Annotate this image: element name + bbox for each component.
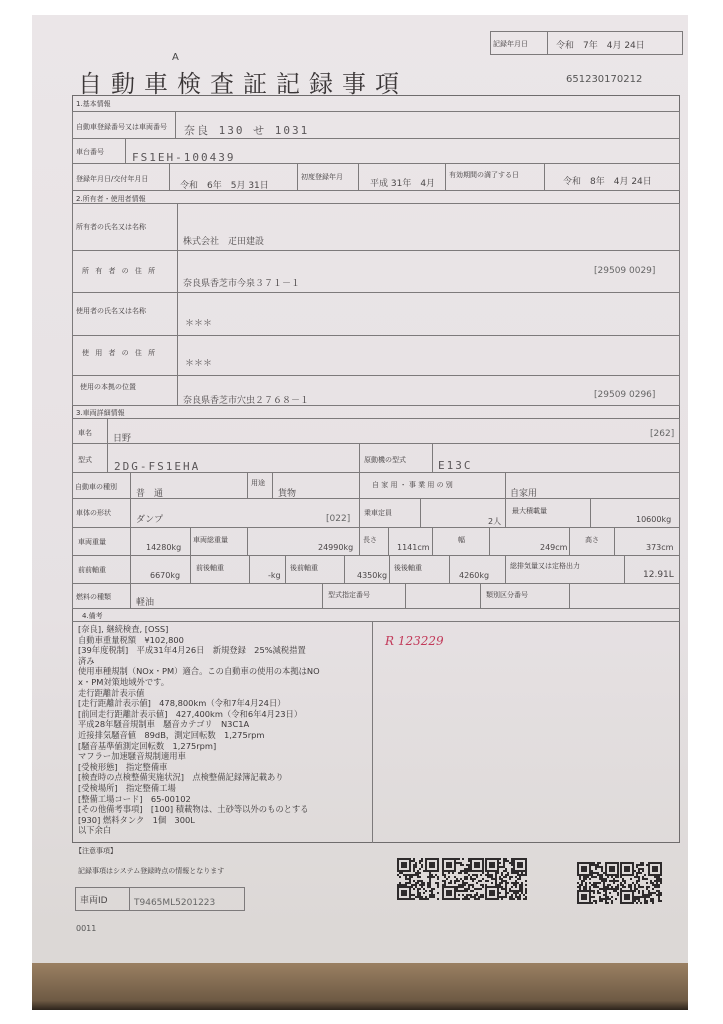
rear-front-axle: 4350kg (357, 571, 388, 580)
reg-date: 令和 6年 5月 31日 (180, 181, 269, 191)
remarks-text (78, 624, 320, 836)
owner-code: [29509 0029] (594, 266, 656, 276)
length-label: 長さ (363, 536, 377, 544)
remarks-line: [その他備考事項] [100] 積載物は、土砂等以外のものとする (78, 804, 309, 815)
remarks-line: [39年度税制] 平成31年4月26日 新規登録 25%減税措置 (78, 645, 306, 656)
background-surface (32, 963, 688, 1010)
section-4-title: 4.備考 (82, 612, 103, 620)
type-number-label: 型式指定番号 (328, 591, 370, 599)
owner-address-label: 所 有 者 の 住 所 (82, 267, 158, 275)
qr-code-4 (577, 862, 619, 904)
engine-model: E13C (438, 459, 473, 472)
first-reg: 平成 31年 4月 (370, 179, 436, 189)
chassis-label: 車台番号 (76, 148, 104, 156)
use-label: 用途 (251, 479, 265, 487)
section-1-title: 1.基本情報 (76, 100, 111, 108)
reg-label: 自動車登録番号又は車両番号 (76, 123, 167, 131)
qr-code-3 (485, 858, 527, 900)
qr-code-1 (397, 858, 439, 900)
model-label: 型式 (78, 456, 92, 464)
remarks-line: [整備工場コード] 65-00102 (78, 793, 191, 804)
user-address: ＊＊＊ (185, 359, 213, 369)
remarks-line: [走行距離計表示値] 478,800km（令和7年4月24日） (78, 698, 286, 709)
qr-code-2 (442, 858, 484, 900)
vehicle-id: T9465ML5201223 (134, 898, 216, 908)
height-label: 高さ (585, 536, 599, 544)
section-2-title: 2.所有者・使用者情報 (76, 195, 146, 203)
notice-text: 記録事項はシステム登録時点の情報となります (78, 867, 225, 875)
page-title: 自動車検査証記録事項 (78, 70, 408, 98)
record-date: 令和 7年 4月 24日 (556, 41, 645, 51)
record-date-label: 記録年月日 (493, 40, 528, 48)
remarks-line: 済み (78, 655, 95, 666)
front-rear-axle-label: 前後軸重 (196, 564, 224, 572)
max-load-label: 最大積載量 (512, 507, 547, 515)
rear-front-axle-label: 後前軸重 (290, 564, 318, 572)
remarks-line: [受検形態] 指定整備車 (78, 761, 168, 772)
remarks-line: マフラー加速騒音規制適用車 (78, 751, 186, 762)
kind: 普 通 (136, 489, 164, 499)
base-location-label: 使用の本拠の位置 (80, 383, 136, 391)
kind-label: 自動車の種別 (75, 483, 117, 491)
remarks-line: 使用車種規制（NOx・PM）適合。この自動車の使用の本拠はNO (78, 666, 320, 677)
reg-date-label: 登録年月日/交付年月日 (76, 175, 149, 183)
length: 1141cm (397, 543, 430, 552)
use: 貨物 (278, 489, 297, 499)
remarks-line: [受検場所] 指定整備工場 (78, 782, 176, 793)
chassis-number: FS1EH-100439 (132, 151, 236, 164)
front-front-axle: 6670kg (150, 571, 181, 580)
body-shape-code: [022] (326, 514, 351, 524)
vehicle-weight: 14280kg (146, 543, 182, 552)
front-front-axle-label: 前前軸重 (78, 566, 106, 574)
remarks-line: 以下余白 (78, 825, 112, 836)
front-rear-axle: -kg (268, 571, 281, 580)
displacement: 12.91L (643, 570, 674, 580)
handwritten-note: R 123229 (385, 634, 444, 648)
fuel: 軽油 (136, 598, 155, 608)
reg-number: 奈良 130 せ 1031 (184, 124, 310, 137)
private-business: 自家用 (510, 489, 538, 499)
capacity-label: 乗車定員 (364, 509, 392, 517)
owner-address: 奈良県香芝市今泉３７１－１ (183, 279, 301, 289)
remarks-line: 自動車重量税額 ¥102,800 (78, 634, 184, 645)
expiry-label: 有効期間の満了する日 (449, 171, 519, 179)
capacity: 2人 (488, 517, 502, 526)
page-code: 0011 (76, 924, 97, 933)
user-name-label: 使用者の氏名又は名称 (76, 307, 146, 315)
base-code: [29509 0296] (594, 390, 656, 400)
displacement-label: 総排気量又は定格出力 (510, 562, 580, 570)
remarks-line: 平成28年騒音規制車 騒音カテゴリ N3C1A (78, 719, 250, 730)
body-shape: ダンプ (136, 515, 164, 525)
base-location: 奈良県香芝市穴虫２７６８－１ (183, 396, 310, 406)
vehicle-id-label: 車両ID (80, 896, 108, 906)
car-name-code: [262] (650, 429, 675, 439)
remarks-line: 走行距離計表示値 (78, 687, 145, 698)
engine-label: 原動機の型式 (364, 456, 406, 464)
private-business-label: 自 家 用 ・ 事 業 用 の 別 (372, 481, 453, 489)
notice-title: 【注意事項】 (75, 847, 117, 855)
weight-label: 車両重量 (78, 538, 106, 546)
remarks-line: [前回走行距離計表示値] 427,400km（令和6年4月23日） (78, 708, 303, 719)
width: 249cm (540, 543, 568, 552)
gross-weight-label: 車両総重量 (193, 536, 228, 544)
remarks-line: x・PM対策地域外です。 (78, 676, 170, 687)
section-3-title: 3.車両詳細情報 (76, 409, 125, 417)
body-shape-label: 車体の形状 (76, 509, 111, 517)
first-reg-label: 初度登録年月 (301, 173, 343, 181)
car-name: 日野 (113, 434, 132, 444)
form-mark: A (172, 52, 179, 63)
gross-weight: 24990kg (318, 543, 354, 552)
rear-rear-axle-label: 後後軸重 (394, 564, 422, 572)
user-name: ＊＊＊ (185, 319, 213, 329)
remarks-line: [奈良], 継続検査, [OSS] (78, 624, 169, 634)
remarks-line: 近接排気騒音値 89dB，測定回転数 1,275rpm (78, 729, 265, 740)
remarks-line: [検査時の点検整備実施状況] 点検整備記録簿記載あり (78, 772, 284, 783)
model: 2DG-FS1EHA (114, 460, 201, 473)
remarks-line: [騒音基準値測定回転数 1,275rpm] (78, 740, 217, 751)
car-name-label: 車名 (78, 429, 92, 437)
max-load: 10600kg (636, 515, 672, 524)
user-address-label: 使 用 者 の 住 所 (82, 349, 158, 357)
height: 373cm (646, 543, 674, 552)
owner-name: 株式会社 疋田建設 (183, 237, 265, 247)
expiry-date: 令和 8年 4月 24日 (563, 177, 652, 187)
document-number: 651230170212 (566, 74, 643, 85)
owner-name-label: 所有者の氏名又は名称 (76, 223, 146, 231)
qr-code-5 (620, 862, 662, 904)
remarks-line: [930] 燃料タンク 1個 300L (78, 814, 195, 825)
rear-rear-axle: 4260kg (459, 571, 490, 580)
width-label: 幅 (458, 536, 465, 544)
fuel-label: 燃料の種類 (76, 593, 111, 601)
class-number-label: 類別区分番号 (486, 591, 528, 599)
